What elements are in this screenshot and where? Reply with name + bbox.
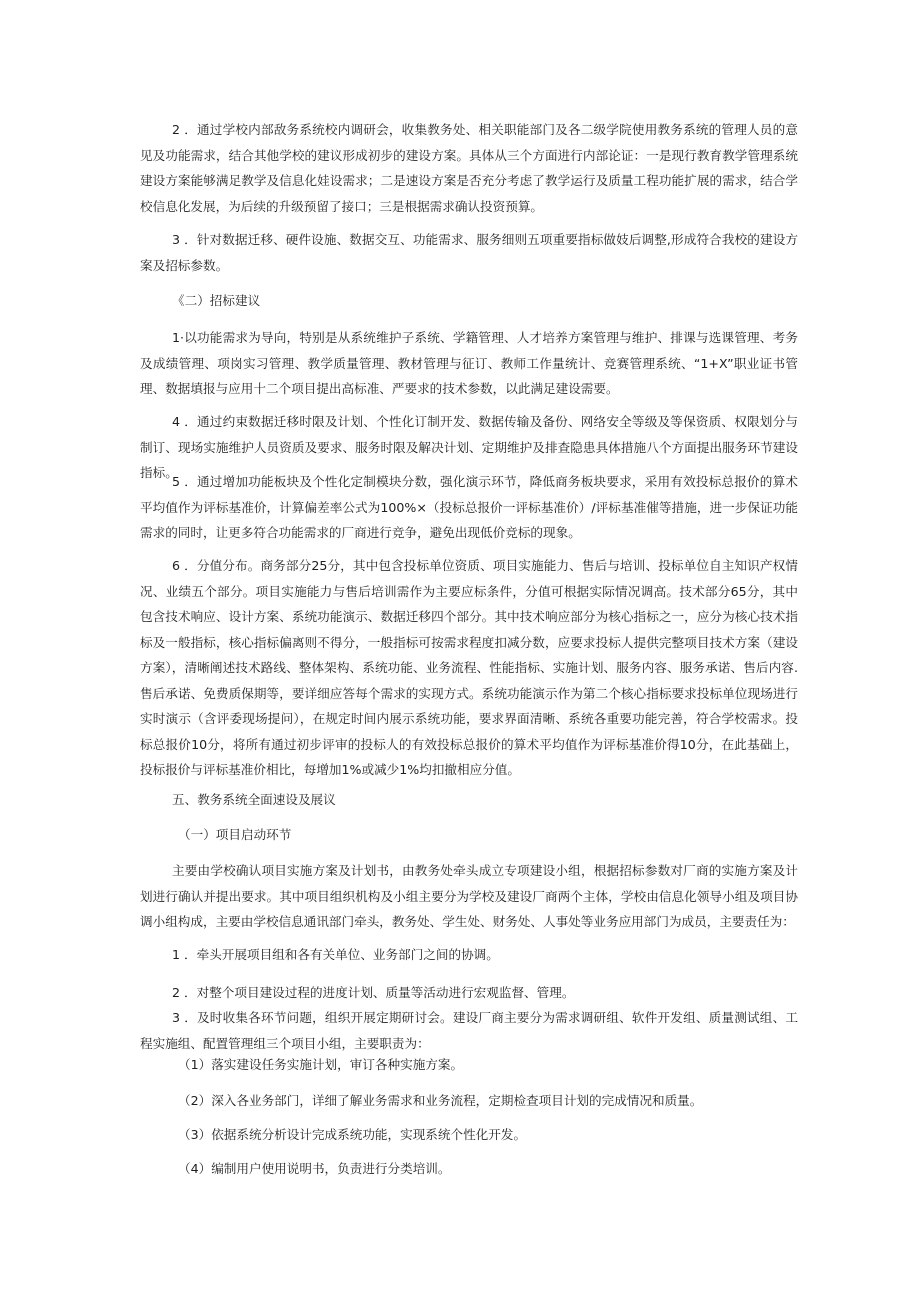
paragraph-3-adjustment: 3 ．针对数据迁移、硬件设施、数据交互、功能需求、服务细则五项重要指标做妓后调整,形成符合我校的建设方案及招标参数。 bbox=[140, 232, 798, 273]
paragraph-3-seminars: 3 ．及时收集各环节问题，组织开展定期研讨会。建设厂商主要分为需求调研组、软件开发组、质量测试组、工程实施组、配置管理组三个项目小组，主要职责为： bbox=[140, 1010, 798, 1051]
sub-item-4: （4）编制用户使用说明书，负责进行分类培训。 bbox=[178, 1161, 451, 1176]
paragraph-6-score-distribution: 6 ．分值分布。商务部分25分，其中包含投标单位资质、项目实施能力、售后与培训、投标单位自主知识产权情况、业绩五个部分。项目实施能力与售后培训需作为主要应标条件，分值可根据实际情况调高。技术部分65分，其中包含技术响应、设计方案、系统功能演示、数据迁移四个部分。其中技术响应部分为核心指标之一，应分为核心技术指标及一般指标，核心指标偏离则不得分，一般指标可按需求程度扣减分数，应要求投标人提供完整项目技术方案（建设方案），清晰阐述技术路线、整体架构、系统功能、业务流程、性能指标、实施计划、服务内容、服务承诺、售后内容.售后承诺、免费质保期等，要详细应答每个需求的实现方式。系统功能演示作为第二个核心指标要求投标单位现场进行实时演示（含评委现场提问），在规定时间内展示系统功能，要求界面清晰、系统各重要功能完善，符合学校需求。投标总报价10分，将所有通过初步评审的投标人的有效投标总报价的算术平均值作为评标基准价得10分，在此基础上，投标报价与评标基准价相比，每增加1%或减少1%均扣撤相应分值。 bbox=[140, 558, 798, 777]
heading-project-start: （一）项目启动环节 bbox=[178, 827, 292, 842]
paragraph-project-start-body: 主要由学校确认项目实施方案及计划书，由教务处牵头成立专项建设小组，根据招标参数对厂商的实施方案及计划进行确认并提出要求。其中项目组织机构及小组主要分为学校及建设厂商两个主体，学校由信息化领导小组及项目协调小组构成，主要由学校信息通讯部门牵头，教务处、学生处、财务处、人事处等业务应用部门为成员，主要责任为： bbox=[140, 863, 798, 929]
sub-item-1: （1）落实建设任务实施计划，审订各种实施方案。 bbox=[178, 1057, 464, 1072]
list-item-1-coordination: 1 ．牵头开展项目组和各有关单位、业务部门之间的协调。 bbox=[172, 947, 499, 962]
paragraph-1-function-oriented: 1·以功能需求为导向，特别是从系统维护子系统、学籍管理、人才培养方案管理与维护、排课与选课管理、考务及成绩管理、项岗实习管理、教学质量管理、教材管理与征订、教师工作量统计、竞赛管理系统、“1+X”职业证书管理、数据填报与应用十二个项目提出高标准、严要求的技术参数，以此满足建设需要。 bbox=[140, 330, 798, 396]
paragraph-5-evaluation-formula: 5 ．通过增加功能板块及个性化定制模块分数，强化演示环节，降低商务板块要求，采用有效投标总报价的算术平均值作为评标基准价，计算偏差率公式为100%×（投标总报价一评标基准价）/评标基准催等措施，进一步保证功能需求的同时，让更多符合功能需求的厂商进行竞争，避免出现低价竞标的现象。 bbox=[140, 474, 798, 540]
paragraph-4-service-constraints: 4 ．通过约束数据迁移时限及计划、个性化订制开发、数据传输及备份、网络安全等级及等保资质、权限划分与制订、现场实施维护人员资质及要求、服务时限及解决计划、定期维护及排查隐患具体措施八个方面提出服务环节建设指标。 bbox=[140, 414, 798, 480]
list-item-2-supervision: 2 ．对整个项目建设过程的进度计划、质量等活动进行宏观监督、管理。 bbox=[172, 985, 575, 1000]
sub-item-3: （3）依据系统分析设计完成系统功能，实现系统个性化开发。 bbox=[178, 1127, 527, 1142]
sub-item-2: （2）深入各业务部门，详细了解业务需求和业务流程，定期检查项目计划的完成情况和质量。 bbox=[178, 1093, 703, 1108]
heading-section-five: 五、教务系统全面速设及展议 bbox=[172, 792, 336, 807]
paragraph-2-internal-research: 2 ．通过学校内部敌务系统校内调研会，收集教务处、相关职能部门及各二级学院使用教务系统的管理人员的意见及功能需求，结合其他学校的建议形成初步的建设方案。具体从三个方面进行内部论证：一是现行教育教学管理系统建设方案能够满足教学及信息化娃设需求；二是速设方案是否充分考虑了教学运行及质量工程功能扩展的需求，结合学校信息化发展，为后续的升级预留了接口；三是根据需求确认投资预算。 bbox=[140, 122, 798, 214]
heading-bid-suggestions: 《二）招标建议 bbox=[172, 293, 261, 308]
